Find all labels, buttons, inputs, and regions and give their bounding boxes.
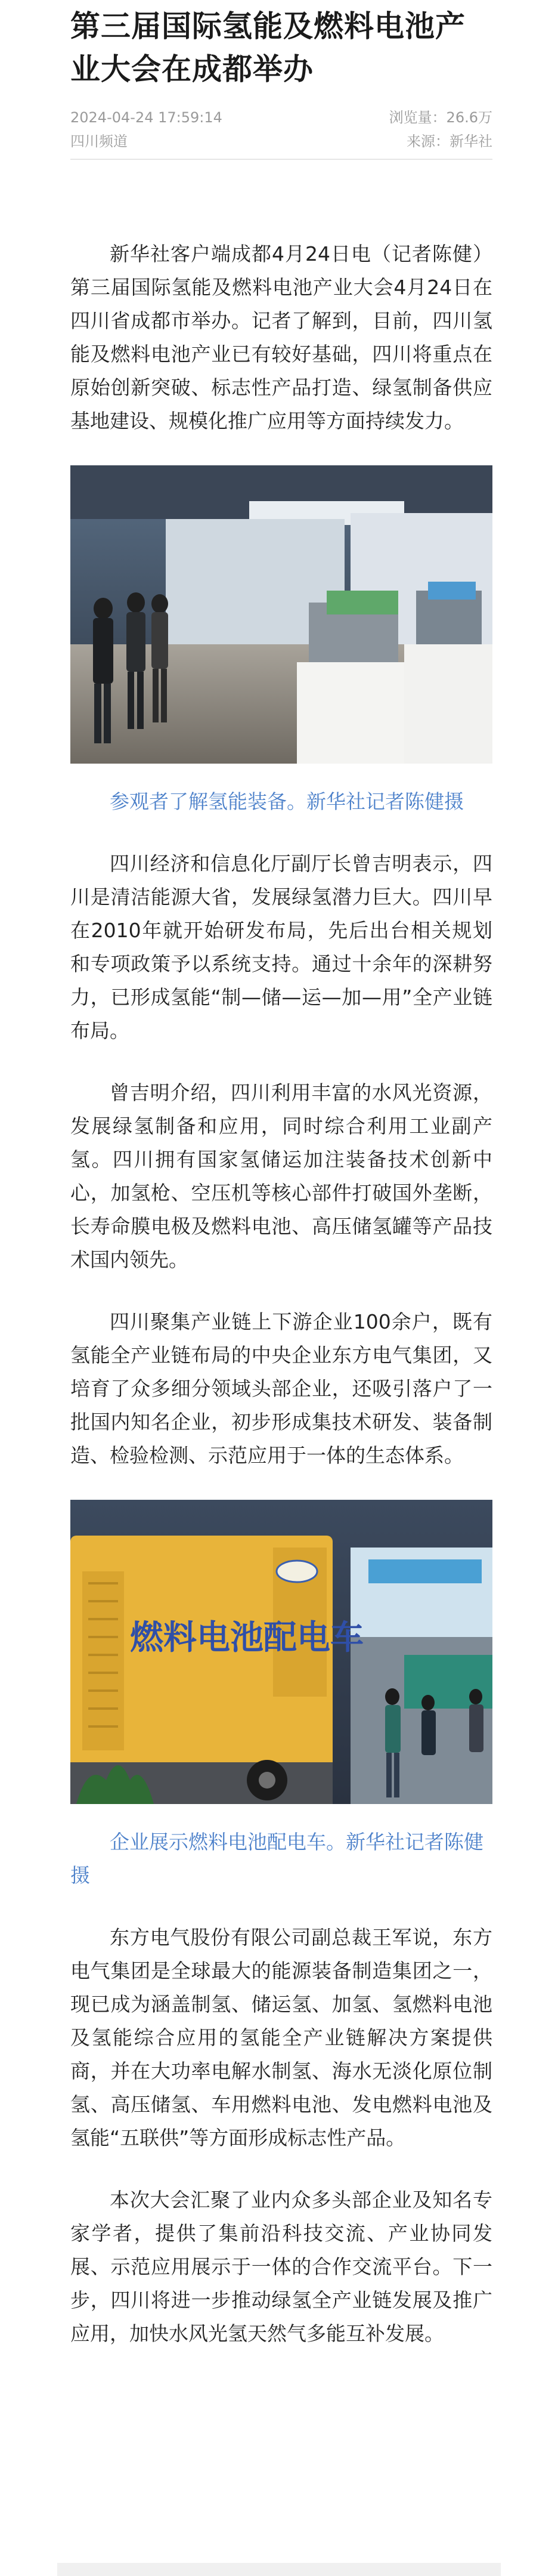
paragraph-5: 东方电气股份有限公司副总裁王军说，东方电气集团是全球最大的能源装备制造集团之一，现已成为涵盖制氢、储运氢、加氢、氢燃料电池及氢能综合应用的氢能全产业链解决方案提供商，并在大功率电解水制氢、海水无淡化原位制氢、高压储氢、车用燃料电池、发电燃料电池及氢能“五联供”等方面形成标志性产品。 xyxy=(70,1926,492,2149)
source-label: 来源：新华社 xyxy=(407,133,492,150)
paragraph-6: 本次大会汇聚了业内众多头部企业及知名专家学者，提供了集前沿科技交流、产业协同发展、示范应用展示于一体的合作交流平台。下一步，四川将进一步推动绿氢全产业链发展及推广应用，加快水风光氢天然气多能互补发展。 xyxy=(70,2188,492,2345)
paragraph-1: 新华社客户端成都4月24日电（记者陈健）第三届国际氢能及燃料电池产业大会4月24日在四川省成都市举办。记者了解到，目前，四川氢能及燃料电池产业已有较好基础，四川将重点在原始创新突破、标志性产品打造、绿氢制备供应基地建设、规模化推广应用等方面持续发力。 xyxy=(70,242,492,433)
meta-row-2 xyxy=(70,130,492,153)
publish-datetime: 2024-04-24 17:59:14 xyxy=(70,109,222,126)
footer-bar xyxy=(57,2563,501,2576)
photo-exhibition-visitors xyxy=(70,465,492,764)
article-body xyxy=(0,237,558,2350)
paragraph-2: 四川经济和信息化厅副厅长曾吉明表示，四川是清洁能源大省，发展绿氢潜力巨大。四川早在2010年就开始研发布局，先后出台相关规划和专项政策予以系统支持。通过十余年的深耕努力，已形成氢能“制—储—运—加—用”全产业链布局。 xyxy=(70,852,492,1042)
paragraph-4: 四川聚集产业链上下游企业100余户，既有氢能全产业链布局的中央企业东方电气集团，又培育了众多细分领域头部企业，还吸引落户了一批国内知名企业，初步形成集技术研发、装备制造、检验检测、示范应用于一体的生态体系。 xyxy=(70,1310,492,1467)
paragraph-3: 曾吉明介绍，四川利用丰富的水风光资源，发展绿氢制备和应用，同时综合利用工业副产氢。四川拥有国家氢储运加注装备技术创新中心，加氢枪、空压机等核心部件打破国外垄断，长寿命膜电极及燃料电池、高压储氢罐等产品技术国内领先。 xyxy=(70,1081,492,1271)
header-divider xyxy=(70,159,492,160)
article-title: 第三届国际氢能及燃料电池产业大会在成都举办 xyxy=(70,9,466,87)
photo-caption-2: 企业展示燃料电池配电车。新华社记者陈健 摄 xyxy=(70,1830,483,1887)
article-header xyxy=(0,0,558,160)
channel-link[interactable]: 四川频道 xyxy=(70,133,128,150)
view-count: 浏览量：26.6万 xyxy=(389,109,492,126)
meta-row-1 xyxy=(70,106,492,129)
photo-fuel-cell-truck xyxy=(70,1500,492,1804)
truck-side-text: 燃料电池配电车 xyxy=(130,1619,364,1657)
photo-caption-1: 参观者了解氢能装备。新华社记者陈健摄 xyxy=(110,790,464,813)
